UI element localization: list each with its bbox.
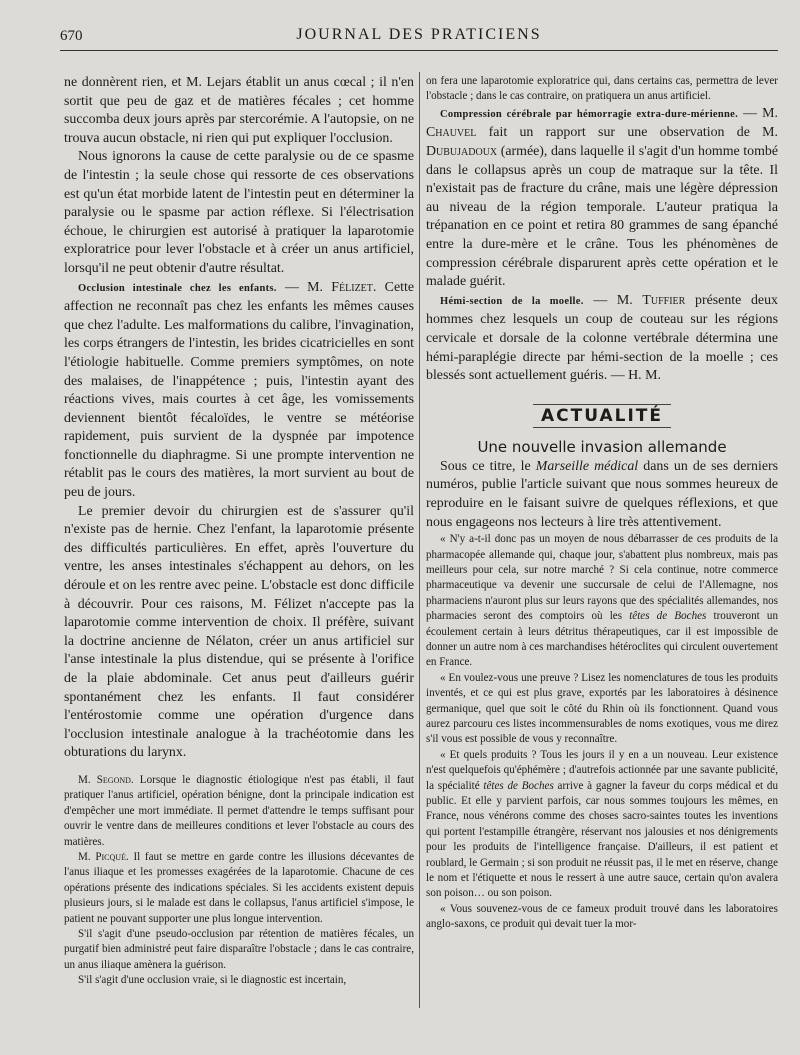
section-heading: ACTUALITÉ (533, 404, 671, 428)
paragraph-compression-cerebrale: Compression cérébrale par hémorragie extra-dure-mérienne. — M. Chauvel fait un rapport sur une observation de M. Dubujadoux (armée), dans laquelle il s'agit d'un homme tombé dans le collapsus après un coup de matraque sur la tête. Il n'existait pas de fracture du crâne, mais une légère dépression au niveau de la région temporale. L'auteur pratiqua la trépanation en ce point et retira 80 grammes de sang épanché entre la dure-mère et le crâne. Tous les phénomènes de compression cérébrale disparurent après cette opération et le malade guérit. (426, 105, 778, 290)
author-name: Chauvel (426, 125, 477, 141)
journal-name: Marseille médical (535, 458, 639, 474)
page-number: 670 (60, 28, 83, 44)
author-name: Félizet (331, 279, 373, 295)
paragraph-premier-devoir: Le premier devoir du chirurgien est de s'assurer qu'il n'existe pas de hernie. Chez l'enfant, la laparotomie présente des difficultés particulières. En effet, après l'ouverture du ventre, les anses intestinales s'échappent au dehors, on les déroule et on les rentre avec peine. L'obstacle est donc difficile à découvrir. Pour ces raisons, M. Félizet n'accepte pas la laparotomie comme intervention de choix. Il préfère, suivant la doctrine ancienne de Nélaton, créer un anus artificiel sur l'anse intestinale la plus distendue, qui se présente à l'orifice de la plaie abdominale. Cet anus peut d'ailleurs guérir spontanément chez les enfants. Il faut considérer l'entérostomie comme une opération d'urgence dans l'occlusion intestinale analogue à la trachéotomie dans les obturations du larynx. (64, 503, 414, 761)
right-column (426, 74, 778, 1039)
paragraph-occlusion-enfants: Occlusion intestinale chez les enfants. — M. Félizet. Cette affection ne reconnaît pas chez les enfants les mêmes causes que chez l'adulte. Les malformations du calibre, l'invagination, les corps étrangers de l'intestin, les brides cicatricielles en sont l'étiologie habituelle. Comme premiers symptômes, on note des malaises, de l'inappétence ; puis, l'intestin ayant des réactions vives, mais courtes à cet âge, les vomissements deviennent bientôt fécaloïdes, le ventre se météorise rapidement, puis survient de la dyspnée par impotence fonctionnelle du diaphragme. Si une prompte intervention ne rétablit pas le cours des matières, la mort survient au bout de peu de jours. (64, 279, 414, 501)
paragraph-lejars: ne donnèrent rien, et M. Lejars établit un anus cœcal ; il n'en sortit que peu de gaz et de matières fécales ; cet homme succomba deux jours après par stercorémie. A l'autopsie, on ne trouva aucun obstacle, ni rien qui put expliquer l'occlusion. (64, 75, 414, 146)
page-header (60, 24, 778, 50)
author-name: Tuffier (642, 292, 686, 308)
paragraph-paralysie: Nous ignorons la cause de cette paralysie ou de ce spasme de l'intestin ; la seule chose qui ressorte de ces observations est qu'un état morbide latent de l'intestin peut en déterminer la paralysie ou le spasme par action réflexe. Si l'électrisation échoue, le chirurgien est autorisé à pratiquer la laparotomie exploratrice pour lever l'obstacle et à créer un anus artificiel, lorsqu'il ne peut obtenir d'autre résultat. (64, 149, 414, 276)
paragraph-picque: M. Picqué. Il faut se mettre en garde contre les illusions décevantes de l'anus iliaque et les promesses exagérées de la laparotomie. Chacune de ces opérations présente des indications spéciales. Si les accidents existent depuis plusieurs jours, si le malade est dans le collapsus, l'anus artificiel s'impose, le patient ne pouvant supporter une plus longue intervention. (64, 851, 414, 925)
paragraph-continuation: on fera une laparotomie exploratrice qui, dans certains cas, permettra de lever l'obstacle ; dans le cas contraire, on pratiquera un anus artificiel. (426, 75, 778, 103)
quote-paragraph: « Vous souvenez-vous de ce fameux produit trouvé dans les laboratoires anglo-saxons, ce produit qui devait tuer la mor- (426, 902, 778, 931)
paragraph-occlusion-vraie: S'il s'agit d'une occlusion vraie, si le diagnostic est incertain, (78, 974, 347, 987)
quote-paragraph: « Et quels produits ? Tous les jours il y en a un nouveau. Leur existence n'est quelquefois qu'éphémère ; d'autrefois actionnée par une savante publicité, la spécialité têtes de Boches arrive à gagner la faveur du corps médical et du public. Et elle y parvient parfois, car nous sommes toujours les mêmes, en France, nous vénérons comme des choses sacro-saintes toutes les inventions qui portent l'estampille étrangère, réservant nos jalousies et nos dénigrements pour les produits de l'intelligence française. D'ailleurs, il est patient et roublard, le Germain ; si son produit ne réussit pas, il le met en réserve, change le nom et l'étiquette et nous le ressert à une autre sauce, certain qu'on avalera son poison… ou son poison. (426, 748, 778, 900)
author-name: Picqué (95, 851, 126, 863)
paragraph-hemi-section: Hémi-section de la moelle. — M. Tuffier présente deux hommes chez lesquels un coup de couteau sur les régions cervicale et dorsale de la colonne vertébrale détermina une hémi-paraplégie directe par hémi-section de la moelle ; ces blessés sont actuellement guéris. — H. M. (426, 292, 778, 384)
run-in-heading: Hémi-section de la moelle. (440, 295, 584, 307)
author-name: Dubujadoux (426, 144, 498, 159)
section-heading-wrap (426, 404, 778, 428)
run-in-heading: Occlusion intestinale chez les enfants. (78, 282, 277, 294)
author-name: Segond (96, 773, 131, 786)
run-in-heading: Compression cérébrale par hémorragie extra-dure-mérienne. (440, 108, 739, 120)
left-column (64, 74, 414, 1039)
quote-paragraph: « En voulez-vous une preuve ? Lisez les nomenclatures de tous les produits inventés, et ce qui est plus grave, exportés par les laboratoires à désinence germanique, quel que soit le côté du Rhin où ils fonctionnent. Quand vous aurez parcouru ces listes incommensurables de noms exotiques, vous me direz s'il vous est possible de vous y reconnaître. (426, 671, 778, 746)
paragraph-intro: Sous ce titre, le Marseille médical dans un de ses derniers numéros, publie l'article suivant que nous sommes heureux de reproduire en le faisant suivre de quelques réflexions, et que nous engageons nos lecteurs à lire très attentivement. (426, 458, 778, 530)
journal-title: JOURNAL DES PRATICIENS (296, 26, 542, 43)
paragraph-segond: M. Segond. Lorsque le diagnostic étiologique n'est pas établi, il faut pratiquer l'anus artificiel, opération bénigne, dont la principale indication est d'empêcher une mort immédiate. Il permet d'attendre le temps suffisant pour ouvrir le ventre dans de meilleures conditions et lever l'obstacle au cours des matières. (64, 773, 414, 848)
paragraph-pseudo-occlusion: S'il s'agit d'une pseudo-occlusion par rétention de matières fécales, un purgatif bien administré peut faire disparaître l'obstacle ; dans le cas contraire, un anus iliaque amènera la guérison. (64, 928, 414, 971)
article-title: Une nouvelle invasion allemande (477, 437, 727, 456)
header-rule (60, 50, 778, 51)
spacer (64, 763, 414, 773)
column-divider (419, 72, 420, 1008)
quote-paragraph: « N'y a-t-il donc pas un moyen de nous débarrasser de ces produits de la pharmacopée allemande qui, chaque jour, s'abattent plus nombreux, mais pas meilleurs pour cela, sur notre marché ? Si cela continue, notre commerce pharmaceutique va devenir une succursale de celui de l'Allemagne, nos pharmaciens n'auront plus sur leurs rayons que des spécialités allemandes, nos pharmacies seront des comptoirs où les têtes de Boches trouveront un écoulement certain à leurs détritus thérapeutiques, car il est impossible de donner un autre nom à ces marchandises hétéroclites qui circulent ouvertement en France. (426, 533, 778, 669)
